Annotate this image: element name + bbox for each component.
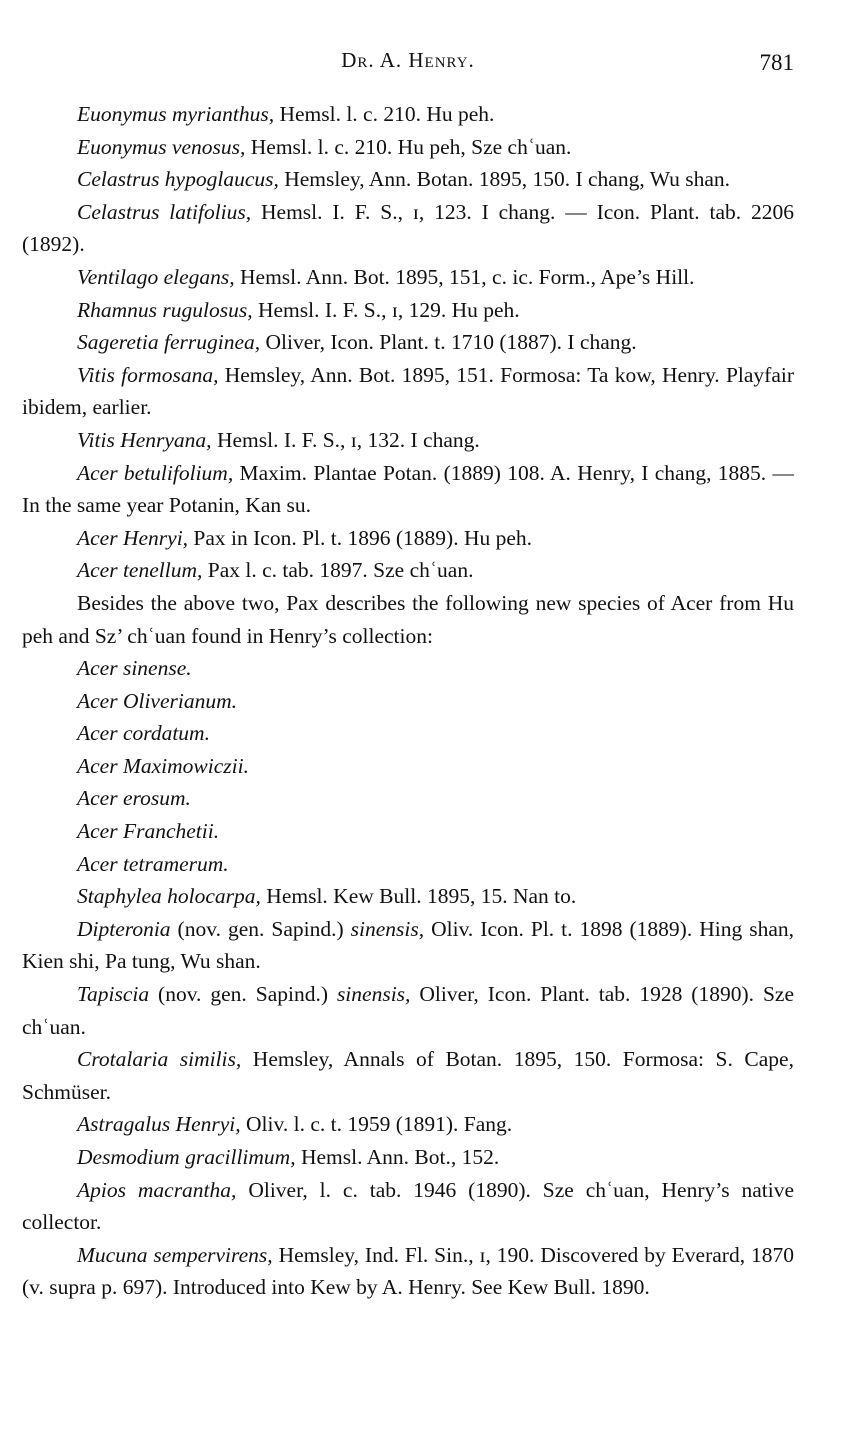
entry-citation: Oliver, l. c. tab. 1946 (1890). Sze chʿuan, Henry’s native collector. — [22, 1177, 794, 1235]
entry-citation: Maxim. Plantae Potan. (1889) 108. A. Henry, I chang, 1885. — In the same year Potanin, Kan su. — [22, 460, 794, 518]
species-name: Acer tenellum, — [77, 558, 203, 583]
entry-crotalaria-similis — [22, 1043, 794, 1108]
species-name: Acer betulifolium, — [77, 460, 234, 485]
list-item-acer-franchetii — [22, 815, 794, 848]
paragraph-text: Besides the above two, Pax describes the following new species of Acer from Hu peh and Sz’ chʿuan found in Henry’s collection: — [22, 590, 794, 648]
entry-citation: Hemsley, Annals of Botan. 1895, 150. Formosa: S. Cape, Schmüser. — [22, 1047, 794, 1104]
species-name: Mucuna sempervirens, — [77, 1242, 273, 1267]
entry-citation: Hemsley, Ind. Fl. Sin., ɪ, 190. Discovered by Everard, 1870 (v. supra p. 697). Introduced into Kew by A. Henry. See Kew Bull. 1890. — [22, 1242, 795, 1300]
entry-note: (nov. gen. Sapind.) — [170, 916, 351, 941]
species-name: Staphylea holocarpa, — [77, 884, 261, 909]
entry-citation: Oliver, Icon. Plant. tab. 1928 (1890). Sze chʿuan. — [22, 982, 794, 1039]
species-name: Astragalus Henryi, — [77, 1112, 241, 1137]
entry-celastrus-hypoglaucus — [22, 163, 794, 196]
entry-vitis-formosana — [22, 359, 794, 424]
entry-rhamnus-rugulosus — [22, 294, 794, 327]
species-name: Celastrus latifolius, — [77, 199, 252, 224]
list-item-acer-tetramerum — [22, 848, 794, 881]
list-item-acer-oliverianum — [22, 685, 794, 718]
genus-name: Dipteronia — [77, 916, 171, 941]
entry-citation: Pax in Icon. Pl. t. 1896 (1889). Hu peh. — [188, 525, 533, 550]
species-name: Crotalaria similis, — [77, 1047, 242, 1072]
entry-mucuna-sempervirens — [22, 1239, 794, 1304]
entry-citation: Oliv. l. c. t. 1959 (1891). Fang. — [240, 1112, 513, 1137]
entry-astragalus-henryi — [22, 1108, 794, 1141]
page-number: 781 — [759, 50, 794, 75]
entry-citation: Hemsl. Ann. Bot. 1895, 151, c. ic. Form., Ape’s Hill. — [234, 264, 695, 289]
list-item-acer-maximowiczii — [22, 750, 794, 783]
species-name: Celastrus hypoglaucus, — [77, 167, 279, 192]
entry-citation: Hemsley, Ann. Bot. 1895, 151. Formosa: Ta kow, Henry. Playfair ibidem, earlier. — [22, 362, 795, 420]
entry-citation: Hemsl. I. F. S., ɪ, 129. Hu peh. — [252, 297, 520, 322]
species-name: Desmodium gracillimum, — [77, 1145, 296, 1169]
species-name: Acer Henryi, — [77, 525, 189, 550]
entry-citation: Hemsl. l. c. 210. Hu peh, Sze chʿuan. — [245, 134, 572, 159]
entry-citation: Hemsley, Ann. Botan. 1895, 150. I chang, Wu shan. — [278, 167, 731, 192]
species-name: Rhamnus rugulosus, — [77, 297, 253, 322]
species-name: Acer Oliverianum. — [77, 688, 238, 713]
species-name: Apios macrantha, — [77, 1177, 237, 1202]
body-text — [22, 98, 794, 1304]
entry-sageretia-ferruginea — [22, 326, 794, 359]
running-head: Dr. A. Henry. — [341, 48, 475, 72]
entry-dipteronia-sinensis — [22, 913, 794, 978]
entry-staphylea-holocarpa — [22, 880, 794, 913]
entry-acer-henryi — [22, 522, 794, 555]
entry-celastrus-latifolius — [22, 196, 794, 261]
species-name: Sageretia ferruginea, — [77, 330, 261, 355]
entry-citation: Oliv. Icon. Pl. t. 1898 (1889). Hing shan, Kien shi, Pa tung, Wu shan. — [22, 916, 794, 974]
species-name: Acer erosum. — [77, 786, 191, 811]
list-item-acer-sinense — [22, 652, 794, 685]
species-name: Acer cordatum. — [77, 721, 210, 746]
entry-acer-betulifolium — [22, 457, 794, 522]
list-item-acer-erosum — [22, 782, 794, 815]
entry-citation: Hemsl. I. F. S., ɪ, 123. I chang. — Icon. Plant. tab. 2206 (1892). — [22, 199, 794, 257]
entry-citation: Oliver, Icon. Plant. t. 1710 (1887). I chang. — [260, 330, 637, 355]
species-epithet: sinensis, — [350, 916, 425, 941]
species-name: Vitis formosana, — [77, 362, 219, 387]
species-name: Acer Maximowiczii. — [77, 753, 249, 778]
entry-citation: Hemsl. Kew Bull. 1895, 15. Nan to. — [260, 884, 577, 909]
species-name: Acer sinense. — [77, 656, 192, 681]
species-name: Euonymus venosus, — [77, 134, 246, 159]
entry-note: (nov. gen. Sapind.) — [149, 982, 337, 1007]
entry-acer-tenellum — [22, 554, 794, 587]
species-name: Euonymus myrianthus, — [77, 102, 275, 126]
species-name: Vitis Henryana, — [77, 427, 212, 452]
entry-ventilago-elegans — [22, 261, 794, 294]
list-item-acer-cordatum — [22, 717, 794, 750]
page-header — [22, 48, 794, 78]
species-name: Acer tetramerum. — [77, 851, 229, 876]
entry-euonymus-myrianthus — [22, 98, 794, 131]
species-epithet: sinensis, — [336, 982, 411, 1007]
entry-citation: Hemsl. I. F. S., ɪ, 132. I chang. — [211, 427, 480, 452]
species-name: Acer Franchetii. — [77, 819, 220, 844]
paragraph-acer-intro — [22, 587, 794, 652]
species-name: Ventilago elegans, — [77, 264, 235, 289]
entry-citation: Hemsl. l. c. 210. Hu peh. — [274, 102, 495, 126]
genus-name: Tapiscia — [77, 982, 150, 1007]
entry-desmodium-gracillimum — [22, 1141, 794, 1174]
entry-euonymus-venosus — [22, 131, 794, 164]
entry-citation: Pax l. c. tab. 1897. Sze chʿuan. — [202, 558, 474, 583]
entry-citation: Hemsl. Ann. Bot., 152. — [295, 1145, 500, 1169]
entry-apios-macrantha — [22, 1174, 794, 1239]
entry-tapiscia-sinensis — [22, 978, 794, 1043]
entry-vitis-henryana — [22, 424, 794, 457]
